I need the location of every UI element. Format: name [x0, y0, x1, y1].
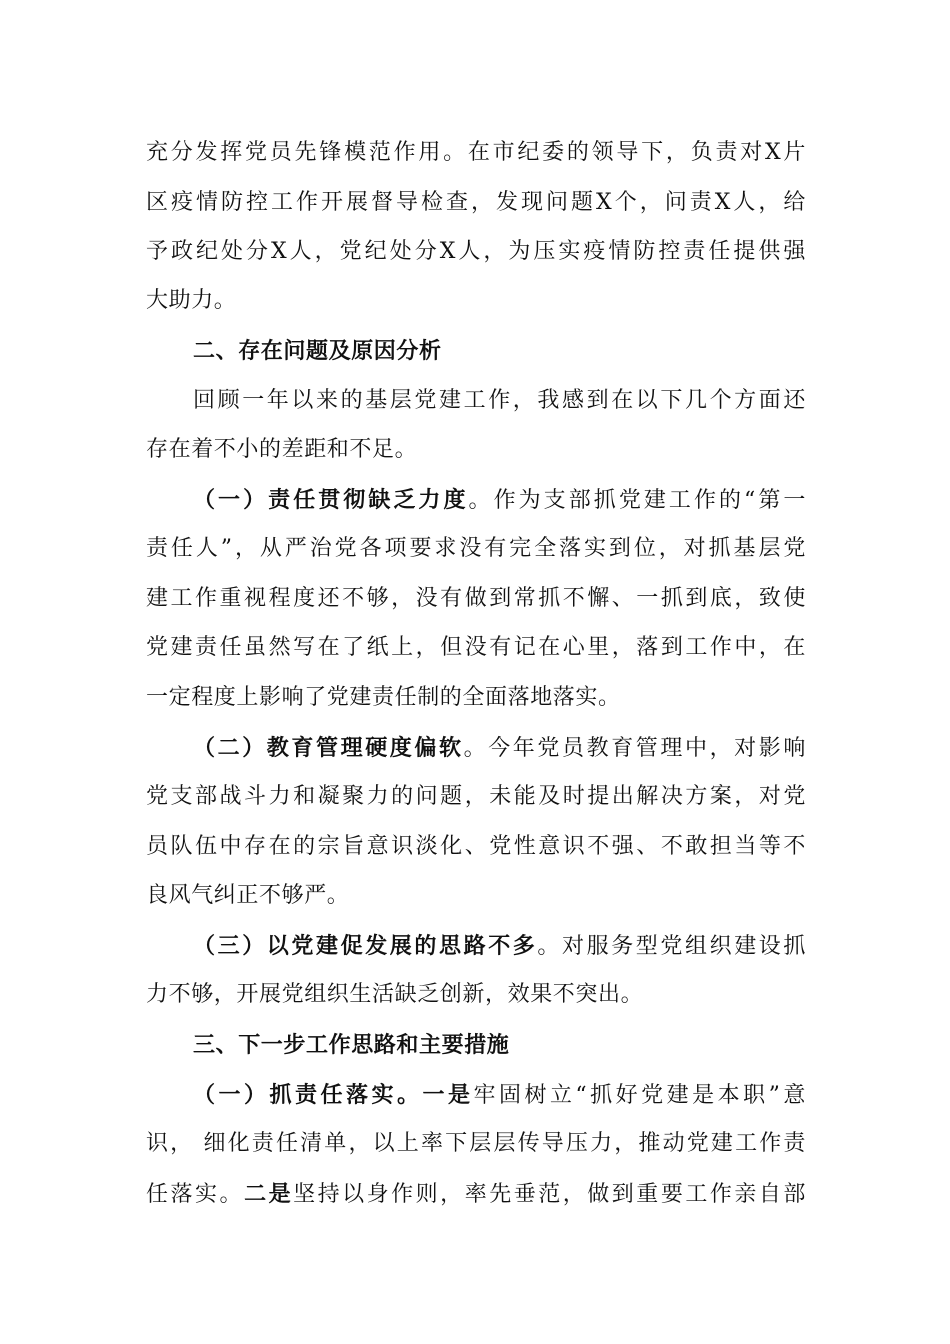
bold-lead: （三）以党建促发展的思路不多	[193, 933, 538, 959]
paragraph-line: 力不够，开展党组织生活缺乏创新，效果不突出。	[146, 982, 644, 1007]
paragraph-text: 。对服务型党组织建设抓	[537, 934, 807, 959]
paragraph-line: 大助力。	[146, 288, 237, 313]
paragraph-text: 。作为支部抓党建工作的“第一	[468, 488, 806, 513]
paragraph-text: 。今年党员教育管理中，对影响	[463, 736, 806, 761]
bold-lead: （一）抓责任落实。一是	[193, 1082, 474, 1108]
paragraph-line: 员队伍中存在的宗旨意识淡化、党性意识不强、不敢担当等不	[146, 834, 806, 859]
paragraph-line: 予政纪处分X人，党纪处分X人，为压实疫情防控责任提供强	[146, 239, 806, 264]
section-heading: 三、下一步工作思路和主要措施	[193, 1032, 510, 1058]
section-heading: 二、存在问题及原因分析	[193, 338, 442, 364]
paragraph-line	[193, 485, 806, 515]
paragraph-line: 建工作重视程度还不够，没有做到常抓不懈、一抓到底，致使	[146, 586, 806, 611]
paragraph-line: 识， 细化责任清单，以上率下层层传导压力，推动党建工作责	[146, 1131, 806, 1156]
paragraph-line: 区疫情防控工作开展督导检查，发现问题X个，问责X人，给	[146, 190, 806, 215]
paragraph-line	[193, 931, 806, 961]
paragraph-line: 回顾一年以来的基层党建工作，我感到在以下几个方面还	[193, 388, 806, 413]
paragraph-text: 坚持以身作则，率先垂范，做到重要工作亲自部	[293, 1182, 806, 1207]
paragraph-text: 牢固树立“抓好党建是本职”意	[473, 1083, 806, 1108]
paragraph-line: 存在着不小的差距和不足。	[146, 437, 418, 462]
paragraph-text: 任落实。	[146, 1182, 245, 1207]
paragraph-line: 责任人”，从严治党各项要求没有完全落实到位，对抓基层党	[146, 536, 806, 561]
bold-lead: （二）教育管理硬度偏软	[193, 735, 464, 761]
paragraph-line	[146, 1179, 806, 1209]
paragraph-line	[193, 733, 806, 763]
paragraph-line	[193, 1080, 806, 1110]
paragraph-line: 党支部战斗力和凝聚力的问题，未能及时提出解决方案，对党	[146, 784, 806, 809]
bold-mid: 二是	[244, 1181, 294, 1207]
paragraph-line: 一定程度上影响了党建责任制的全面落地落实。	[146, 685, 621, 710]
paragraph-line: 充分发挥党员先锋模范作用。在市纪委的领导下，负责对X片	[146, 140, 806, 165]
bold-lead: （一）责任贯彻缺乏力度	[193, 487, 469, 513]
paragraph-line: 良风气纠正不够严。	[146, 883, 350, 908]
paragraph-line: 党建责任虽然写在了纸上，但没有记在心里，落到工作中，在	[146, 635, 806, 660]
